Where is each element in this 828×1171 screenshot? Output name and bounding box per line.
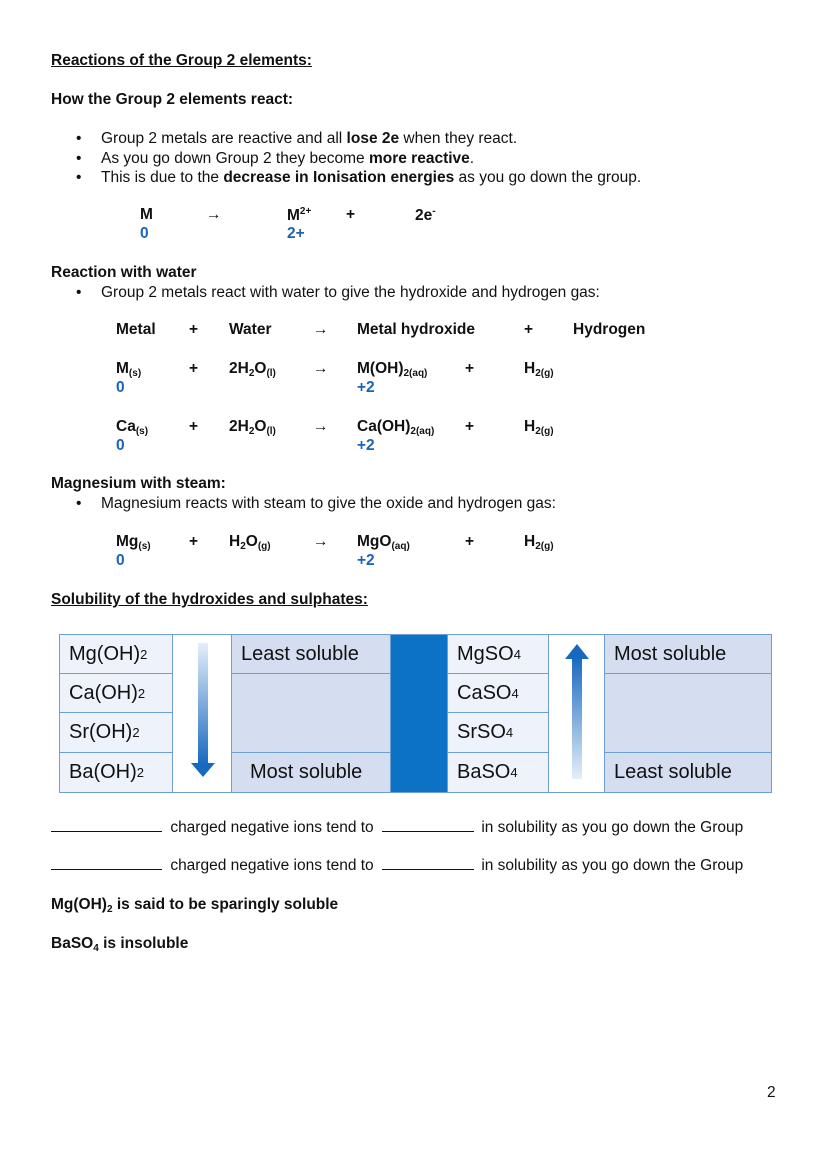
eq-plus: + (189, 360, 199, 377)
section-heading-solubility: Solubility of the hydroxides and sulphates: (51, 591, 368, 608)
oxidation-state: 0 (116, 552, 125, 569)
eq-plus: + (189, 418, 199, 435)
section-heading-steam: Magnesium with steam: (51, 475, 226, 492)
eq-plus: + (465, 360, 475, 377)
oxidation-state: 0 (116, 379, 125, 396)
blank-field[interactable] (382, 868, 474, 870)
eq-product: $M(OH)_{2(aq)}$ (357, 360, 428, 379)
section-heading-react: How the Group 2 elements react: (51, 91, 294, 108)
table-cell: Ca(OH) 2 (59, 673, 173, 713)
arrow-icon: → (313, 533, 329, 550)
page-number: 2 (767, 1084, 776, 1101)
react-bullet-list (51, 129, 641, 188)
list-item: • As you go down Group 2 they become more reactive. (51, 149, 641, 169)
table-divider (390, 634, 448, 793)
word-eq-term: Water (229, 321, 272, 338)
note-insoluble: BaSO$_4$ is insoluble (51, 935, 189, 954)
list-item: • Group 2 metals react with water to give the hydroxide and hydrogen gas: (51, 283, 600, 303)
eq-product: $Ca(OH)_{2(aq)}$ (357, 418, 435, 437)
arrow-down-icon (173, 635, 231, 792)
oxidation-state: +2 (357, 437, 375, 454)
eq-plus: + (524, 321, 534, 338)
table-cell (604, 673, 772, 753)
eq-reactant: M (140, 206, 153, 223)
eq-metal: $Mg_{(s)}$ (116, 533, 151, 552)
solubility-table (59, 634, 772, 793)
eq-product: $M^{2+}$ (287, 206, 312, 224)
eq-plus: + (189, 321, 199, 338)
table-cell (172, 634, 232, 793)
list-item: • This is due to the decrease in Ionisation energies as you go down the group. (51, 168, 641, 188)
eq-metal: $Ca_{(s)}$ (116, 418, 149, 437)
fill-in-line-1 (51, 819, 743, 837)
table-cell: Most soluble (231, 752, 391, 793)
oxidation-state: +2 (357, 379, 375, 396)
word-eq-term: Metal hydroxide (357, 321, 475, 338)
word-eq-term: Metal (116, 321, 156, 338)
list-item: • Group 2 metals are reactive and all lose 2e when they react. (51, 129, 641, 149)
fill-in-text: charged negative ions tend to (170, 819, 374, 836)
steam-bullet-list (51, 494, 556, 514)
eq-plus: + (465, 418, 475, 435)
eq-water: $2H_2O_{(l)}$ (229, 360, 276, 379)
oxidation-state: +2 (357, 552, 375, 569)
table-cell (231, 673, 391, 753)
eq-hydrogen: $H_{2(g)}$ (524, 360, 554, 379)
eq-plus: + (189, 533, 199, 550)
table-cell: Most soluble (604, 634, 772, 674)
fill-in-line-2 (51, 857, 743, 875)
table-cell: Mg(OH) 2 (59, 634, 173, 674)
table-cell (548, 634, 605, 793)
oxidation-state: 0 (140, 225, 149, 242)
eq-plus: + (346, 206, 356, 223)
fill-in-text: in solubility as you go down the Group (481, 857, 744, 874)
table-cell: Least soluble (231, 634, 391, 674)
fill-in-text: charged negative ions tend to (170, 857, 374, 874)
water-bullet-list (51, 283, 600, 303)
list-item: • Magnesium reacts with steam to give the oxide and hydrogen gas: (51, 494, 556, 514)
eq-metal: $M_{(s)}$ (116, 360, 142, 379)
table-cell: BaSO 4 (447, 752, 549, 793)
blank-field[interactable] (51, 830, 162, 832)
arrow-icon: → (313, 418, 329, 435)
arrow-icon: → (313, 321, 329, 338)
table-cell: Least soluble (604, 752, 772, 793)
eq-product: MgO$_{(aq)}$ (357, 533, 410, 552)
word-eq-term: Hydrogen (573, 321, 646, 338)
page-heading: Reactions of the Group 2 elements: (51, 52, 312, 69)
arrow-up-icon (549, 635, 604, 792)
eq-plus: + (465, 533, 475, 550)
eq-hydrogen: $H_{2(g)}$ (524, 533, 554, 552)
table-cell: Ba(OH) 2 (59, 752, 173, 793)
eq-water: $2H_2O_{(l)}$ (229, 418, 276, 437)
table-cell: CaSO 4 (447, 673, 549, 713)
blank-field[interactable] (382, 830, 474, 832)
table-cell: Sr(OH) 2 (59, 712, 173, 753)
oxidation-state: 0 (116, 437, 125, 454)
fill-in-text: in solubility as you go down the Group (481, 819, 744, 836)
blank-field[interactable] (51, 868, 162, 870)
oxidation-state: 2+ (287, 225, 305, 242)
table-cell: SrSO 4 (447, 712, 549, 753)
note-sparingly-soluble: $Mg(OH)_2$ is said to be sparingly soluble (51, 896, 339, 915)
arrow-icon: → (313, 360, 329, 377)
section-heading-water: Reaction with water (51, 264, 197, 281)
eq-hydrogen: $H_{2(g)}$ (524, 418, 554, 437)
eq-water: $H_2O_{(g)}$ (229, 533, 271, 552)
eq-electrons: 2e- (415, 206, 436, 224)
table-cell: MgSO 4 (447, 634, 549, 674)
arrow-icon: → (206, 206, 222, 223)
